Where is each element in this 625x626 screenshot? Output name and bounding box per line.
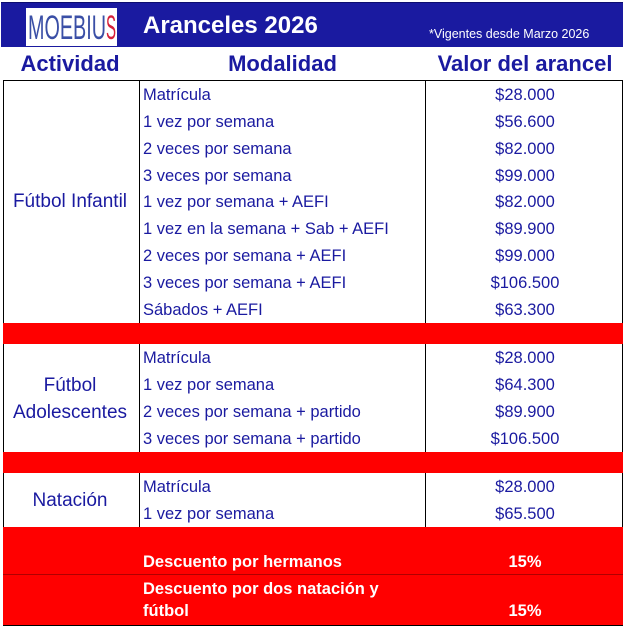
table-row-modalidad: 2 veces por semana + partido: [143, 403, 361, 421]
table-row-valor: $82.000: [495, 140, 555, 158]
table-row-valor: $56.600: [495, 113, 555, 131]
col-divider-1b: [139, 344, 140, 452]
table-row-valor: $106.500: [490, 274, 560, 292]
header-divider: [3, 80, 623, 81]
table-row-modalidad: Sábados + AEFI: [143, 301, 263, 319]
table-row-valor: $106.500: [490, 430, 560, 448]
col-divider-2c: [425, 473, 426, 527]
validity-note: *Vigentes desde Marzo 2026: [429, 27, 590, 41]
discount-natacion-futbol-label-line2: fútbol: [143, 602, 189, 620]
table-row-valor: $63.300: [495, 301, 555, 319]
discount-natacion-futbol-label-line1: Descuento por dos natación y: [143, 580, 379, 598]
table-row-modalidad: Matrícula: [143, 349, 211, 367]
table-row-modalidad: 1 vez por semana + AEFI: [143, 193, 329, 211]
table-row-modalidad: 1 vez por semana: [143, 376, 275, 394]
activity-futbol-adolescentes-line2: Adolescentes: [12, 402, 128, 423]
table-row-modalidad: 1 vez por semana: [143, 113, 275, 131]
table-row-valor: $28.000: [495, 478, 555, 496]
table-row-valor: $28.000: [495, 349, 555, 367]
table-row-valor: $99.000: [495, 167, 555, 185]
discount-hermanos-value: 15%: [508, 553, 542, 571]
section-separator: [3, 452, 623, 473]
activity-futbol-adolescentes-line1: Fútbol: [43, 375, 97, 396]
table-row-modalidad: 1 vez en la semana + Sab + AEFI: [143, 220, 389, 238]
table-row-valor: $28.000: [495, 86, 555, 104]
svg-text:MOEBIU: MOEBIU: [28, 9, 106, 46]
activity-futbol-infantil: Fútbol Infantil: [12, 191, 128, 212]
col-divider-2b: [425, 344, 426, 452]
table-row-valor: $64.300: [495, 376, 555, 394]
column-header-modalidad: Modalidad: [228, 51, 337, 76]
discount-hermanos-label: Descuento por hermanos: [143, 553, 342, 571]
table-row-modalidad: 2 veces por semana + AEFI: [143, 247, 347, 265]
col-divider-1c: [139, 473, 140, 527]
section-separator: [3, 527, 623, 548]
activity-natacion: Natación: [32, 490, 108, 511]
table-row-modalidad: 1 vez por semana: [143, 505, 275, 523]
table-row-valor: $65.500: [495, 505, 555, 523]
moebius-logo: [26, 8, 117, 46]
table-row-valor: $89.900: [495, 403, 555, 421]
table-row-modalidad: 3 veces por semana: [143, 167, 292, 185]
table-row-valor: $89.900: [495, 220, 555, 238]
column-header-valor: Valor del arancel: [437, 51, 613, 76]
col-divider-1a: [139, 80, 140, 323]
table-row-modalidad: Matrícula: [143, 86, 211, 104]
col-divider-2a: [425, 80, 426, 323]
table-row-modalidad: Matrícula: [143, 478, 211, 496]
table-row-modalidad: 3 veces por semana + AEFI: [143, 274, 347, 292]
svg-text:S: S: [106, 9, 116, 46]
table-row-valor: $82.000: [495, 193, 555, 211]
moebius-logo-art: [26, 8, 117, 46]
section-separator: [3, 323, 623, 344]
table-row-modalidad: 2 veces por semana: [143, 140, 292, 158]
discounts-divider: [3, 574, 623, 575]
column-header-actividad: Actividad: [20, 51, 120, 76]
table-row-modalidad: 3 veces por semana + partido: [143, 430, 361, 448]
page-title: Aranceles 2026: [143, 12, 318, 39]
discount-natacion-futbol-value: 15%: [508, 602, 542, 620]
table-row-valor: $99.000: [495, 247, 555, 265]
